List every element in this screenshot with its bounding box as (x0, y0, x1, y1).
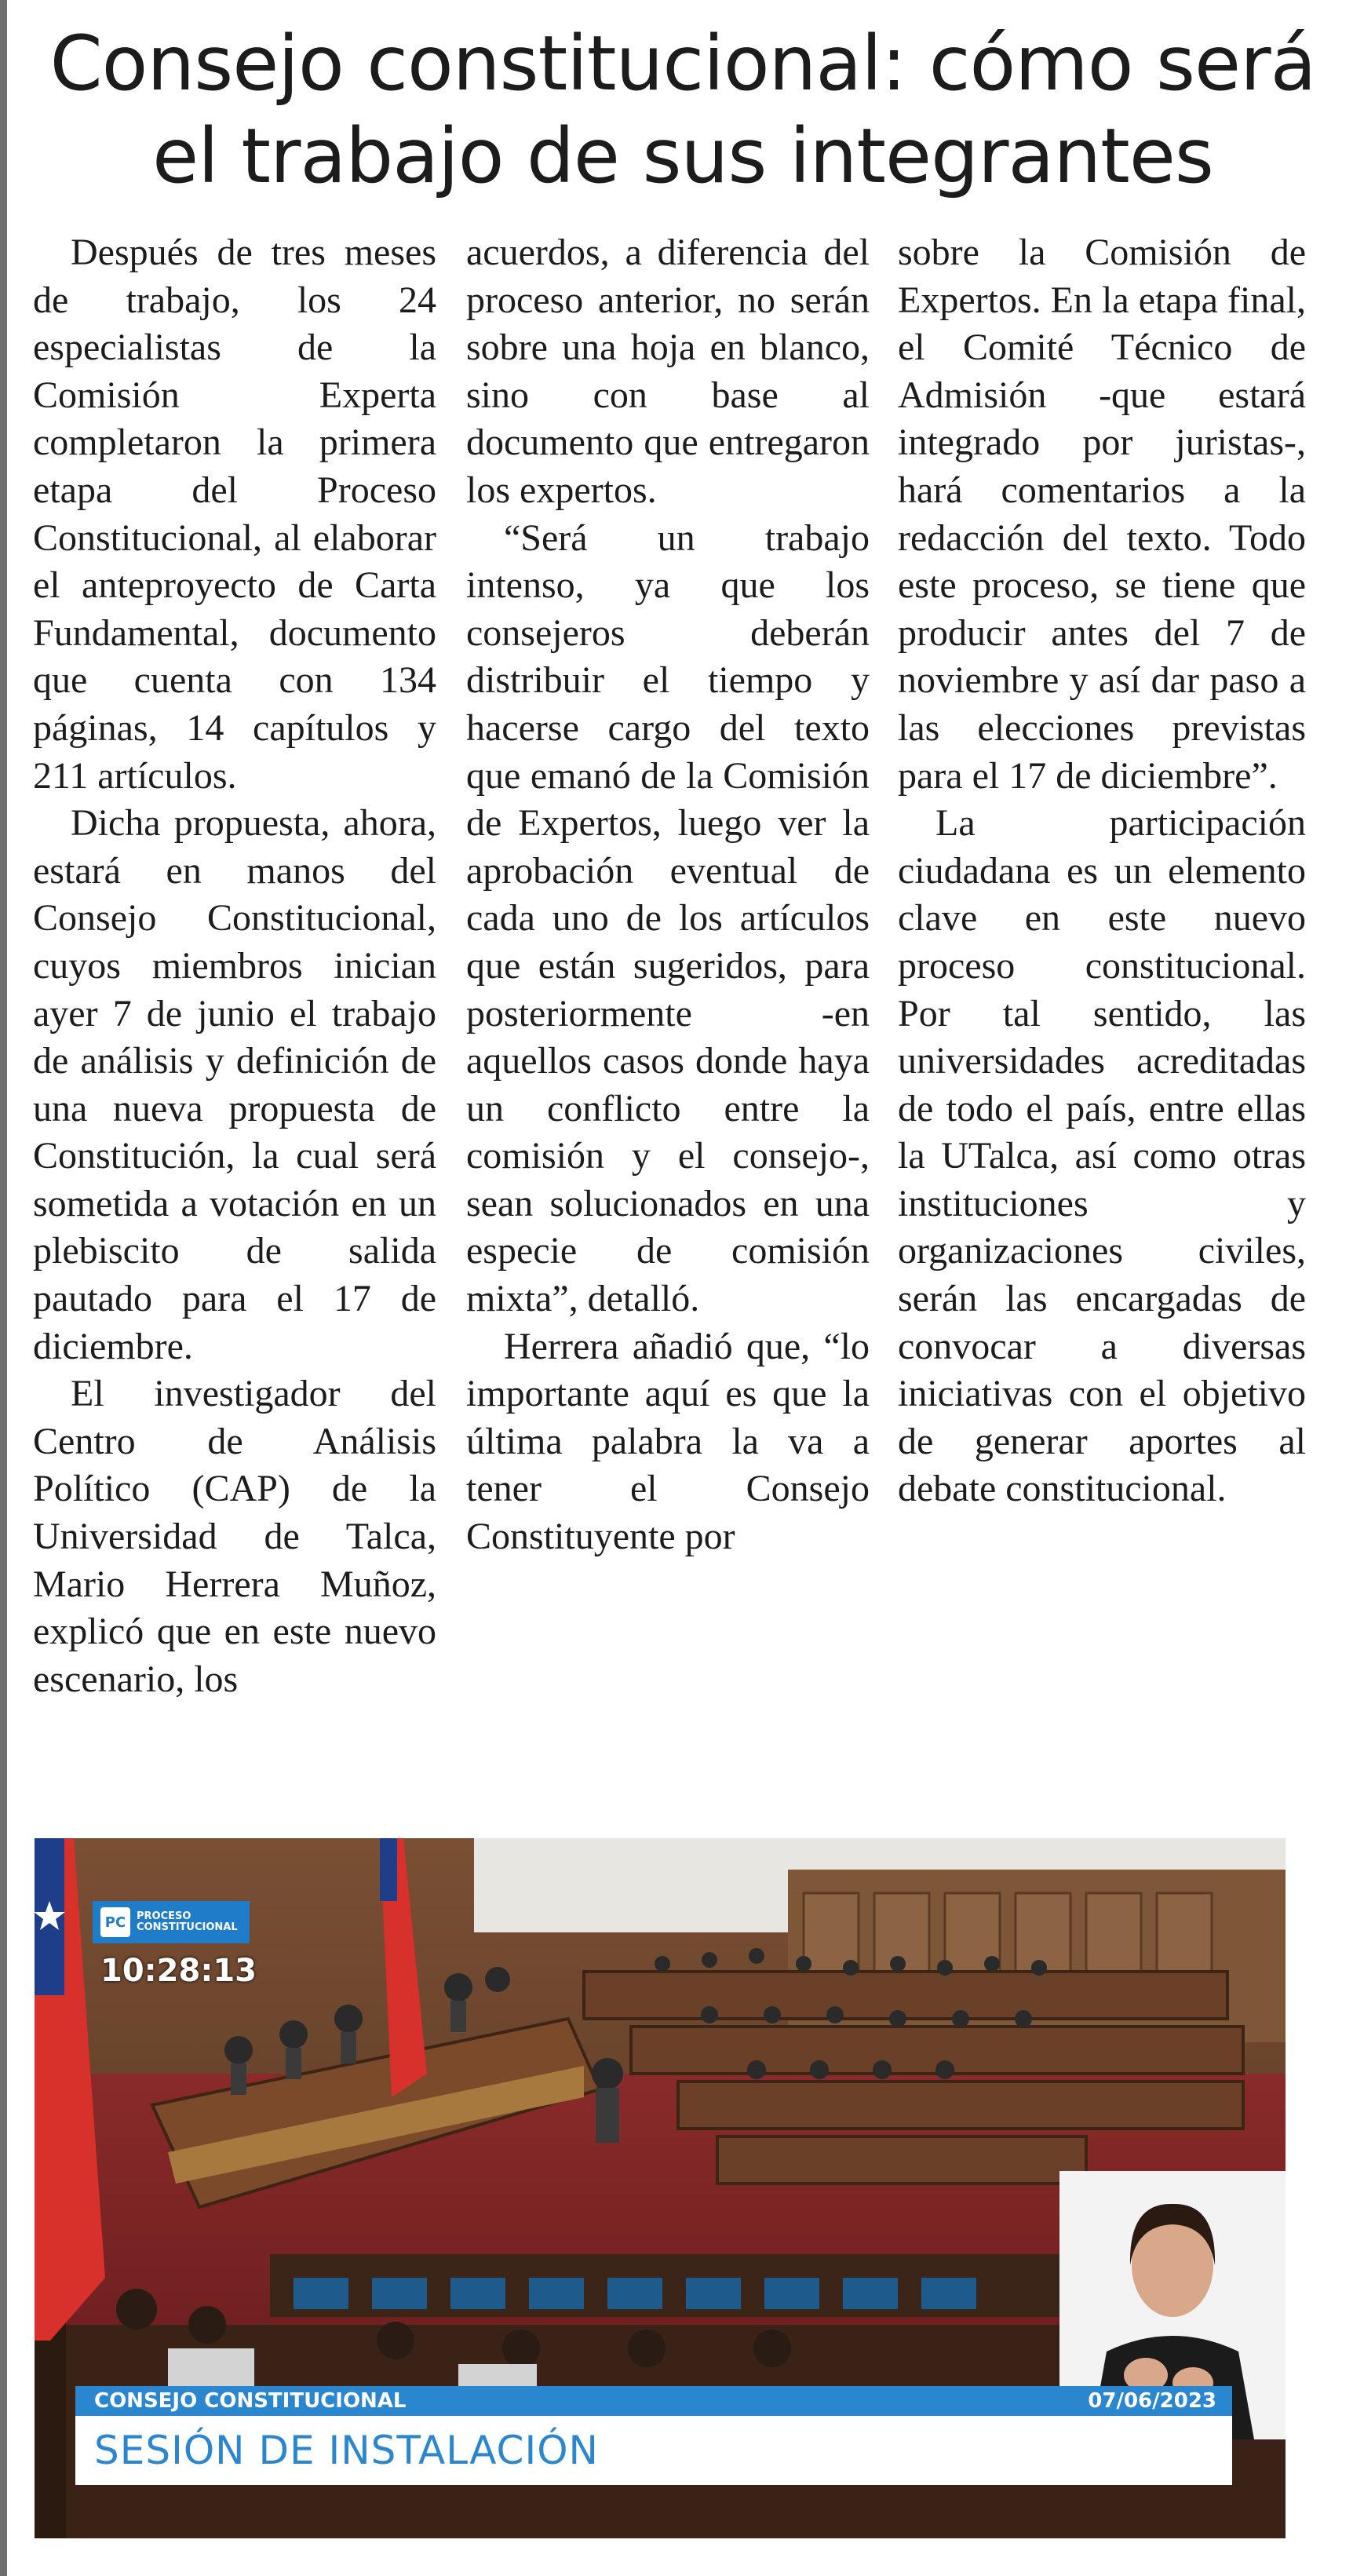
logo-line-2: CONSTITUCIONAL (137, 1921, 238, 1933)
paragraph: Dicha propuesta, ahora, estará en manos del Consejo Constitucional, cuyos miembros inician ayer 7 de junio el trabajo de análisis y definición de una nueva propuesta de Constitución, la cual será sometida a votación en un plebiscito de salida pautado para el 17 de diciembre. (33, 802, 436, 1367)
lower-third-label: CONSEJO CONSTITUCIONAL (94, 2389, 407, 2413)
paragraph: sobre la Comisión de Expertos. En la etapa final, el Comité Técnico de Admisión -que estará integrado por juristas-, hará comentarios a la redacción del texto. Todo este proceso, se tiene que producir antes del 7 de noviembre y así dar paso a las elecciones previstas para el 17 de diciembre”. (898, 232, 1306, 797)
lower-third-date: 07/06/2023 (1088, 2389, 1216, 2413)
broadcast-logo (93, 1901, 250, 1943)
paragraph: Herrera añadió que, “lo importante aquí es que la última palabra la va a tener el Consejo Constituyente por (466, 1325, 870, 1558)
session-photo (35, 1838, 1286, 2538)
paragraph: Después de tres meses de trabajo, los 24 especialistas de la Comisión Experta completaron la primera etapa del Proceso Constitucional, al elaborar el anteproyecto de Carta Fundamental, documento que cuenta con 134 páginas, 14 capítulos y 211 artículos. (33, 232, 436, 797)
paragraph: “Será un trabajo intenso, ya que los consejeros deberán distribuir el tiempo y hacerse cargo del texto que emanó de la Comisión de Expertos, luego ver la aprobación eventual de cada uno de los artículos que están sugeridos, para posteriormente -en aquellos casos donde haya un conflicto entre la comisión y el consejo-, sean solucionados en una especie de comisión mixta”, detalló. (466, 516, 870, 1320)
paragraph: acuerdos, a diferencia del proceso anterior, no serán sobre una hoja en blanco, sino con base al documento que entregaron los expertos. (466, 232, 870, 511)
logo-line-1: PROCESO (137, 1910, 191, 1922)
logo-text (137, 1911, 238, 1933)
headline-line-1: Consejo constitucional: cómo será (49, 20, 1316, 108)
lower-third-title: SESIÓN DE INSTALACIÓN (75, 2416, 1232, 2485)
paragraph: La participación ciudadana es un elemento clave en este nuevo proceso constitucional. Por tal sentido, las universidades acreditadas de todo el país, entre ellas la UTalca, así como otras instituciones y organizaciones civiles, serán las encargadas de convocar a diversas iniciativas con el objetivo de generar aportes al debate constitucional. (898, 802, 1306, 1510)
article-column-3 (898, 229, 1306, 1513)
page-left-rule (0, 0, 7, 2576)
headline-line-2: el trabajo de sus integrantes (152, 112, 1213, 200)
article-column-2 (466, 229, 870, 1561)
broadcast-timestamp: 10:28:13 (100, 1953, 257, 1989)
article-column-1 (33, 229, 436, 1703)
article-headline (31, 17, 1334, 203)
constitution-logo-icon: PC (100, 1907, 130, 1937)
lower-third-bar (75, 2386, 1232, 2416)
paragraph: El investigador del Centro de Análisis Político (CAP) de la Universidad de Talca, Mario Herrera Muñoz, explicó que en este nuevo escenario, los (33, 1373, 436, 1700)
